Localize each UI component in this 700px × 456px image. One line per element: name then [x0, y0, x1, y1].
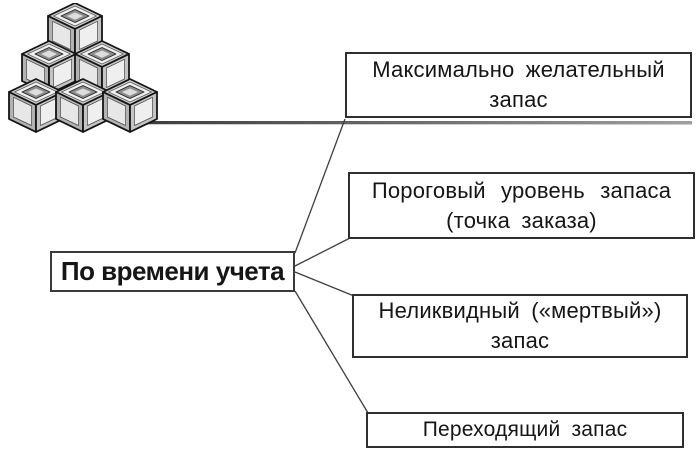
branch-node-dead-stock — [352, 294, 688, 358]
branch-label-line: запас — [489, 87, 548, 112]
branch-node-threshold-level — [348, 172, 695, 239]
branch-label-line: Максимально желательный — [372, 57, 665, 82]
root-node-label: По времени учета — [60, 256, 285, 286]
branch-node-carryover-stock — [366, 412, 684, 448]
branch-label-line: Неликвидный («мертвый») — [378, 298, 662, 323]
branch-label-line: (точка заказа) — [446, 207, 597, 233]
branch-node-max-desired-stock — [345, 52, 692, 118]
branch-label-line: запас — [490, 328, 550, 353]
branch-label-line: Пороговый уровень запаса — [371, 177, 672, 203]
branch-label-line: Переходящий запас — [422, 418, 628, 441]
stacked-boxes-icon — [6, 3, 158, 133]
root-node-box — [50, 251, 295, 292]
